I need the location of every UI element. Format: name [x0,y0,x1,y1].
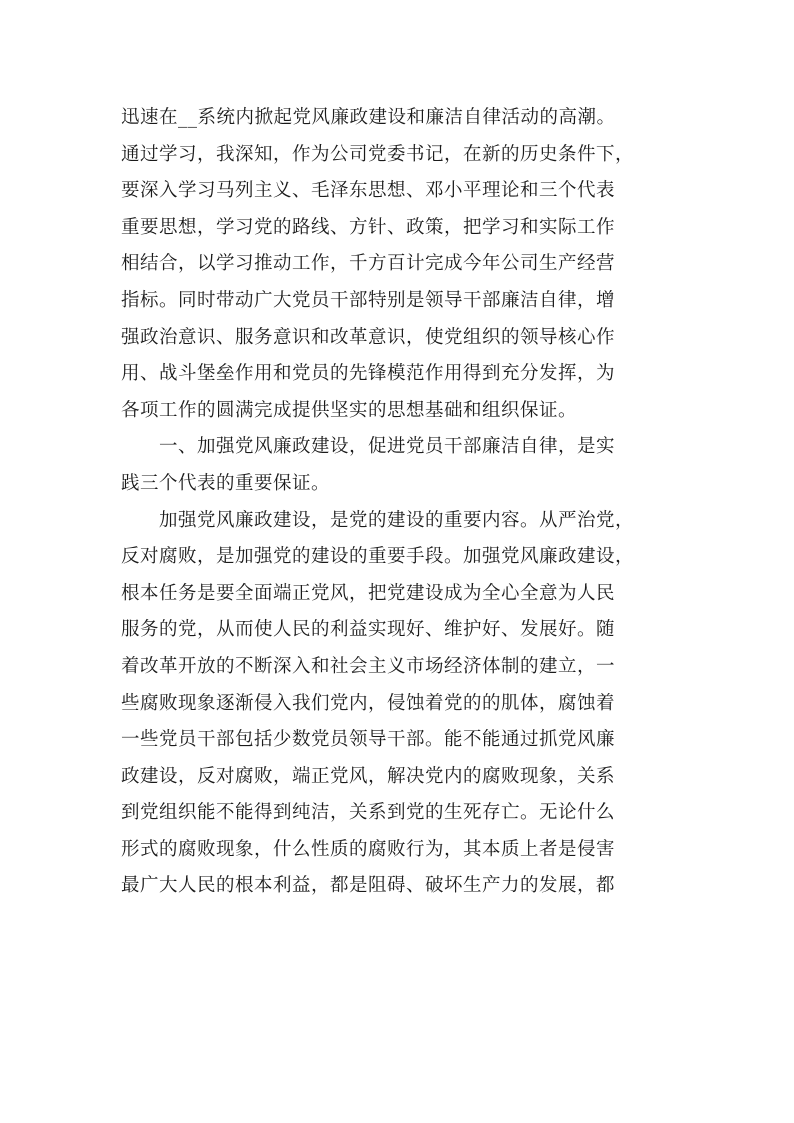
document-body [121,100,673,905]
text-line: 重要思想，学习党的路线、方针、政策，把学习和实际工作 [121,216,616,238]
text-line: 政建设，反对腐败，端正党风，解决党内的腐败现象，关系 [121,765,616,787]
text-line: 最广大人民的根本利益，都是阻碍、破坏生产力的发展，都 [121,875,616,897]
text-line: 根本任务是要全面端正党风，把党建设成为全心全意为人民 [121,582,616,604]
text-line: 形式的腐败现象，什么性质的腐败行为，其本质上者是侵害 [121,838,616,860]
text-line: 各项工作的圆满完成提供坚实的思想基础和组织保证。 [121,399,578,421]
text-line: 到党组织能不能得到纯洁，关系到党的生死存亡。无论什么 [121,802,616,824]
text-line: 些腐败现象逐渐侵入我们党内，侵蚀着党的的肌体，腐蚀着 [121,692,616,714]
text-line: 指标。同时带动广大党员干部特别是领导干部廉洁自律，增 [121,289,616,311]
text-line: 强政治意识、服务意识和改革意识，使党组织的领导核心作 [121,326,616,348]
paragraph [121,503,673,906]
paragraph [121,100,673,429]
text-line: 服务的党，从而使人民的利益实现好、维护好、发展好。随 [121,619,616,641]
text-line: 着改革开放的不断深入和社会主义市场经济体制的建立，一 [121,655,616,677]
text-line: 迅速在__系统内掀起党风廉政建设和廉洁自律活动的高潮。 [121,107,616,128]
text-line: 践三个代表的重要保证。 [121,472,331,494]
text-line: 用、战斗堡垒作用和党员的先锋模范作用得到充分发挥，为 [121,363,616,385]
text-line: 反对腐败，是加强党的建设的重要手段。加强党风廉政建设， [121,546,635,568]
text-line: 要深入学习马列主义、毛泽东思想、邓小平理论和三个代表 [121,180,616,202]
text-line: 通过学习，我深知，作为公司党委书记，在新的历史条件下， [121,143,635,165]
text-line: 一些党员干部包括少数党员领导干部。能不能通过抓党风廉 [121,729,616,751]
paragraph [121,429,673,502]
text-line: 加强党风廉政建设，是党的建设的重要内容。从严治党， [159,509,635,531]
text-line: 一、加强党风廉政建设，促进党员干部廉洁自律，是实 [159,436,616,458]
text-line: 相结合，以学习推动工作，千方百计完成今年公司生产经营 [121,253,616,275]
